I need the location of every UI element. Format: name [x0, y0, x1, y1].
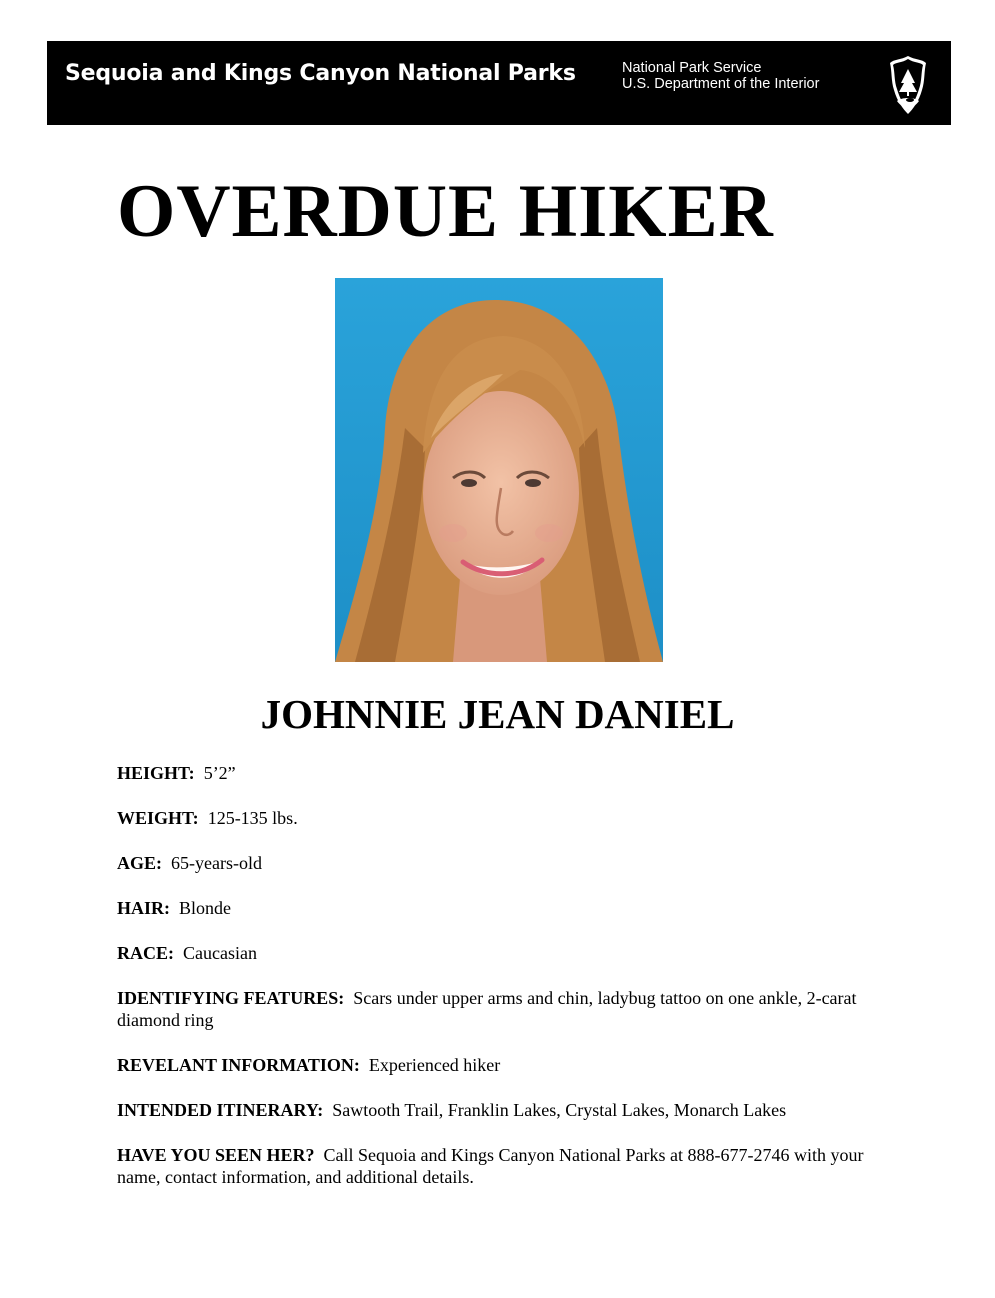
agency-line-1: National Park Service [622, 60, 762, 76]
field-value: Blonde [179, 898, 231, 918]
field-hair [117, 897, 877, 919]
arrowhead-icon [888, 55, 928, 115]
field-race [117, 942, 877, 964]
field-label: REVELANT INFORMATION: [117, 1055, 360, 1075]
field-label: INTENDED ITINERARY: [117, 1100, 324, 1120]
field-label: HAIR: [117, 898, 170, 918]
park-name: Sequoia and Kings Canyon National Parks [65, 61, 576, 86]
field-label: RACE: [117, 943, 174, 963]
field-value: Experienced hiker [368, 1055, 501, 1075]
field-identifying-features [117, 987, 877, 1031]
agency-line-2: U.S. Department of the Interior [622, 76, 820, 92]
field-value: Call Sequoia and Kings Canyon National Parks at 888-677-2746 with your name, contact information, and additional details. [117, 1145, 864, 1187]
page-title: OVERDUE HIKER [117, 170, 774, 253]
hiker-photo [335, 278, 663, 662]
field-label: HEIGHT: [117, 763, 195, 783]
field-label: IDENTIFYING FEATURES: [117, 988, 345, 1008]
field-value: 65-years-old [171, 853, 262, 873]
field-label: HAVE YOU SEEN HER? [117, 1145, 315, 1165]
field-label: AGE: [117, 853, 162, 873]
header-banner [47, 41, 951, 125]
agency-info [622, 60, 819, 92]
description-fields [117, 762, 877, 1211]
field-intended-itinerary [117, 1099, 877, 1121]
field-value: 125-135 lbs. [207, 808, 298, 828]
hiker-name: JOHNNIE JEAN DANIEL [260, 691, 735, 737]
field-relevant-information [117, 1054, 877, 1076]
field-age [117, 852, 877, 874]
field-have-you-seen-her [117, 1144, 877, 1188]
field-weight [117, 807, 877, 829]
field-value: Caucasian [183, 943, 257, 963]
field-height [117, 762, 877, 784]
field-value: 5’2” [203, 763, 236, 783]
portrait-illustration [335, 278, 663, 662]
field-value: Sawtooth Trail, Franklin Lakes, Crystal Lakes, Monarch Lakes [332, 1100, 787, 1120]
field-label: WEIGHT: [117, 808, 199, 828]
field-value: Scars under upper arms and chin, ladybug tattoo on one ankle, 2-carat diamond ring [117, 988, 857, 1030]
